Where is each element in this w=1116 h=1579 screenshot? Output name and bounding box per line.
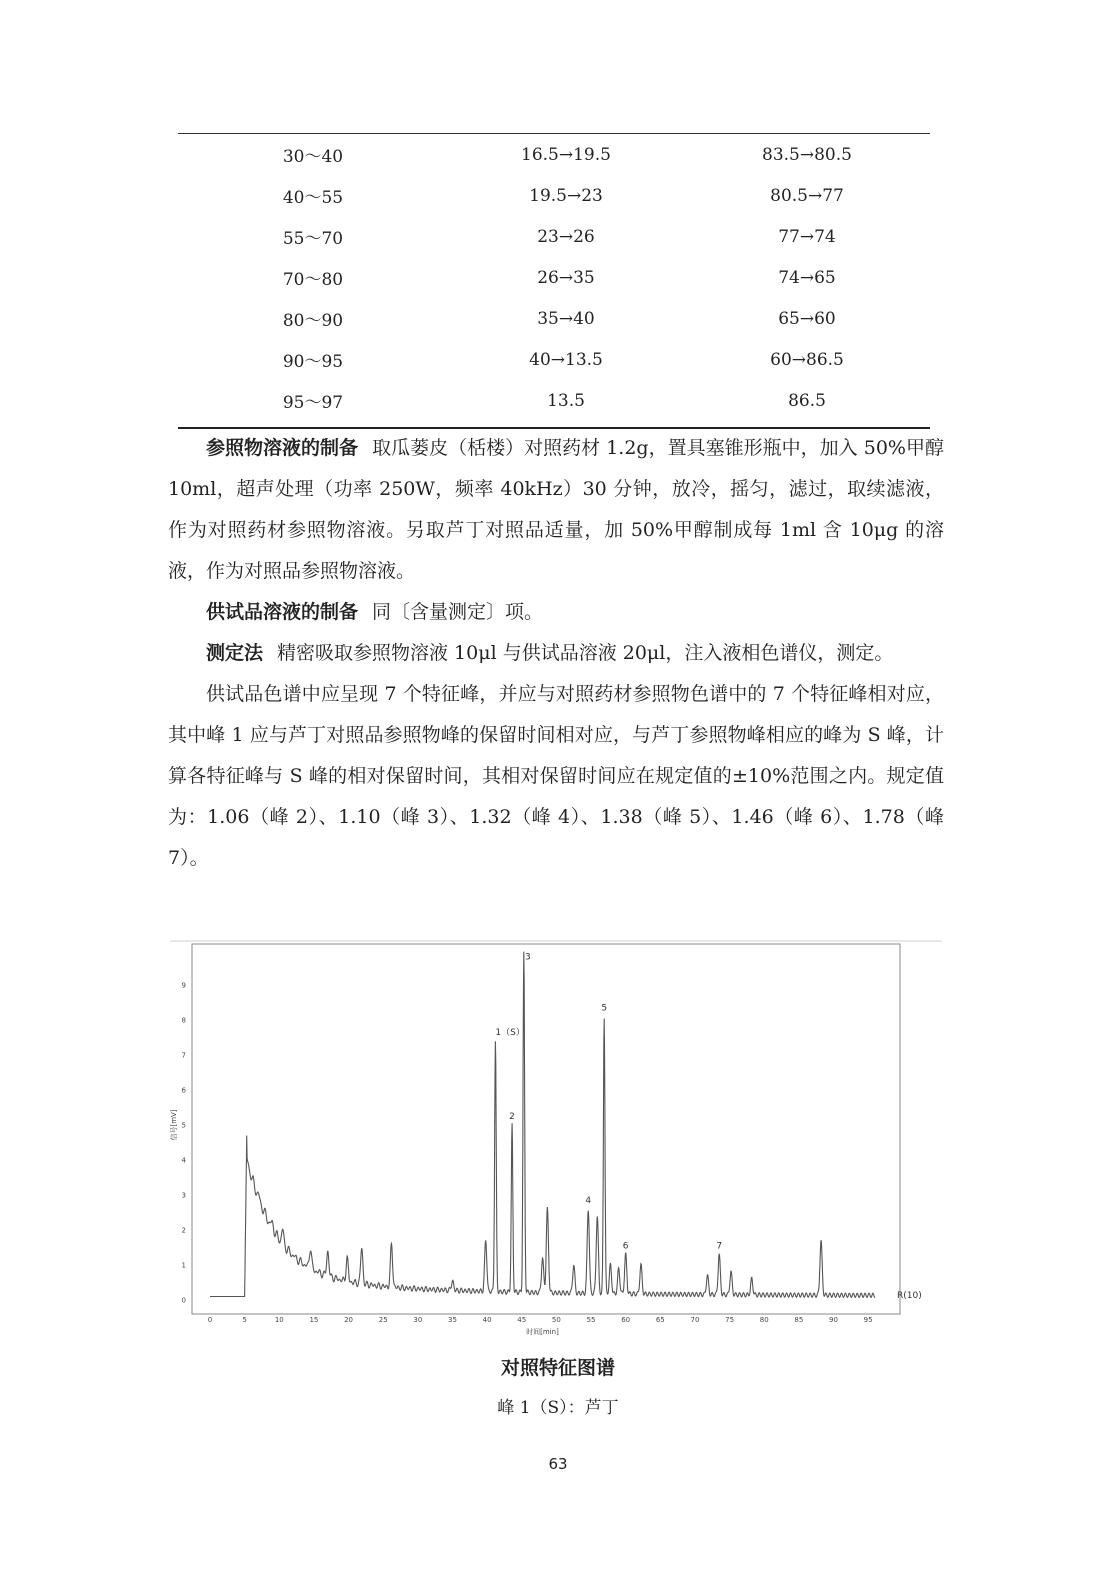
table-cell: 40→13.5 xyxy=(529,349,603,370)
table-cell: 74→65 xyxy=(778,267,836,288)
x-tick-label: 95 xyxy=(863,1316,873,1324)
y-tick-label: 4 xyxy=(181,1156,186,1165)
table-cell: 23→26 xyxy=(537,226,595,247)
x-tick-label: 0 xyxy=(207,1316,213,1324)
y-axis-label: 信号[mV] xyxy=(170,1109,178,1141)
x-tick-label: 20 xyxy=(344,1316,354,1324)
paragraph-reference-solution xyxy=(168,428,944,592)
x-tick-label: 60 xyxy=(621,1316,631,1324)
y-tick-label: 2 xyxy=(181,1226,186,1235)
peak-label: 4 xyxy=(585,1196,592,1206)
y-tick-label: 5 xyxy=(181,1121,186,1130)
chromatogram-chart xyxy=(170,938,942,1340)
x-tick-label: 75 xyxy=(725,1316,735,1324)
page-number: 63 xyxy=(548,1455,568,1473)
x-tick-label: 15 xyxy=(309,1316,319,1324)
y-tick-label: 3 xyxy=(181,1191,186,1200)
table-cell: 55～70 xyxy=(282,229,344,249)
x-tick-label: 55 xyxy=(586,1316,596,1324)
table-cell: 83.5→80.5 xyxy=(762,144,852,165)
x-tick-label: 40 xyxy=(482,1316,492,1324)
x-tick-label: 90 xyxy=(829,1316,838,1324)
table-cell: 77→74 xyxy=(778,226,836,247)
table-cell: 80～90 xyxy=(282,311,344,331)
x-tick-label: 30 xyxy=(413,1316,423,1324)
table-cell: 19.5→23 xyxy=(529,185,603,206)
table-row xyxy=(178,216,930,257)
x-tick-label: 35 xyxy=(448,1316,457,1324)
table-cell: 65→60 xyxy=(778,308,836,329)
body-text xyxy=(168,428,944,879)
table-row xyxy=(178,339,930,380)
table-cell: 86.5 xyxy=(788,390,826,411)
paragraph-criteria xyxy=(168,674,944,879)
table-body xyxy=(178,134,930,421)
x-tick-label: 5 xyxy=(242,1316,247,1324)
y-tick-label: 1 xyxy=(181,1261,186,1270)
peak-label: 3 xyxy=(524,952,531,963)
x-tick-label: 80 xyxy=(759,1316,769,1324)
heading-sample-solution: 供试品溶液的制备 xyxy=(206,601,359,623)
x-tick-label: 70 xyxy=(690,1316,700,1324)
heading-method: 测定法 xyxy=(206,642,264,664)
table-row xyxy=(178,134,930,175)
y-tick-label: 9 xyxy=(181,981,186,990)
chromatogram-figure xyxy=(170,938,942,1340)
trace-label: R(10) xyxy=(897,1290,922,1301)
table-row xyxy=(178,175,930,216)
table-cell: 16.5→19.5 xyxy=(521,144,611,165)
x-tick-label: 65 xyxy=(655,1316,665,1324)
y-tick-label: 0 xyxy=(181,1296,186,1305)
table-row xyxy=(178,298,930,339)
figure-note: 峰 1（S）：芦丁 xyxy=(497,1398,619,1418)
heading-reference-solution: 参照物溶液的制备 xyxy=(206,437,359,459)
reference-solution-text: 取瓜蒌皮（栝楼）对照药材 1.2g，置具塞锥形瓶中，加入 50%甲醇 10ml，超声处理（功率 250W，频率 40kHz）30 分钟，放冷，摇匀，滤过，取续滤液，作为对照药材参照物溶液。另取芦丁对照品适量，加 50%甲醇制成每 1ml 含 10μg 的溶液，作为对照品参照物溶液。 xyxy=(168,437,944,582)
y-tick-label: 7 xyxy=(181,1051,186,1060)
x-tick-label: 45 xyxy=(517,1316,527,1324)
figure-caption: 对照特征图谱 xyxy=(500,1357,615,1379)
table-cell: 35→40 xyxy=(537,308,595,329)
table-cell: 70～80 xyxy=(282,270,344,290)
table-cell: 60→86.5 xyxy=(770,349,844,370)
x-tick-label: 10 xyxy=(274,1316,284,1324)
table-cell: 90～95 xyxy=(282,352,344,372)
gradient-table xyxy=(178,133,930,429)
criteria-text: 供试品色谱中应呈现 7 个特征峰，并应与对照药材参照物色谱中的 7 个特征峰相对应，其中峰 1 应与芦丁对照品参照物峰的保留时间相对应，与芦丁参照物峰相应的峰为 S 峰，计算各特征峰与 S 峰的相对保留时间，其相对保留时间应在规定值的±10%范围之内。规定值为：1.06（峰 2）、1.10（峰 3）、1.32（峰 4）、1.38（峰 5）、1.46（峰 6）、1.78（峰 7）。 xyxy=(168,683,944,869)
peak-label: 1（S） xyxy=(495,1028,525,1038)
table-cell: 80.5→77 xyxy=(770,185,844,206)
paragraph-sample-solution xyxy=(168,592,944,633)
y-tick-label: 8 xyxy=(181,1016,186,1025)
peak-label: 7 xyxy=(716,1241,723,1252)
x-axis-label: 时间[min] xyxy=(526,1328,559,1336)
x-tick-label: 25 xyxy=(378,1316,388,1324)
x-tick-label: 50 xyxy=(551,1316,561,1324)
table-row xyxy=(178,257,930,298)
x-tick-label: 85 xyxy=(794,1316,804,1324)
table-row xyxy=(178,380,930,421)
table-cell: 40～55 xyxy=(282,188,344,208)
y-tick-label: 6 xyxy=(181,1086,186,1095)
chromatogram-trace xyxy=(210,952,875,1298)
peak-label: 2 xyxy=(509,1112,515,1122)
peak-label: 6 xyxy=(622,1241,629,1252)
method-text: 精密吸取参照物溶液 10μl 与供试品溶液 20μl，注入液相色谱仪，测定。 xyxy=(277,642,894,664)
table-cell: 26→35 xyxy=(537,267,595,288)
paragraph-method xyxy=(168,633,944,674)
table-cell: 13.5 xyxy=(547,390,585,411)
sample-solution-text: 同〔含量测定〕项。 xyxy=(372,601,544,623)
table-cell: 30～40 xyxy=(282,147,344,167)
peak-label: 5 xyxy=(601,1003,608,1014)
table-cell: 95～97 xyxy=(282,393,344,413)
